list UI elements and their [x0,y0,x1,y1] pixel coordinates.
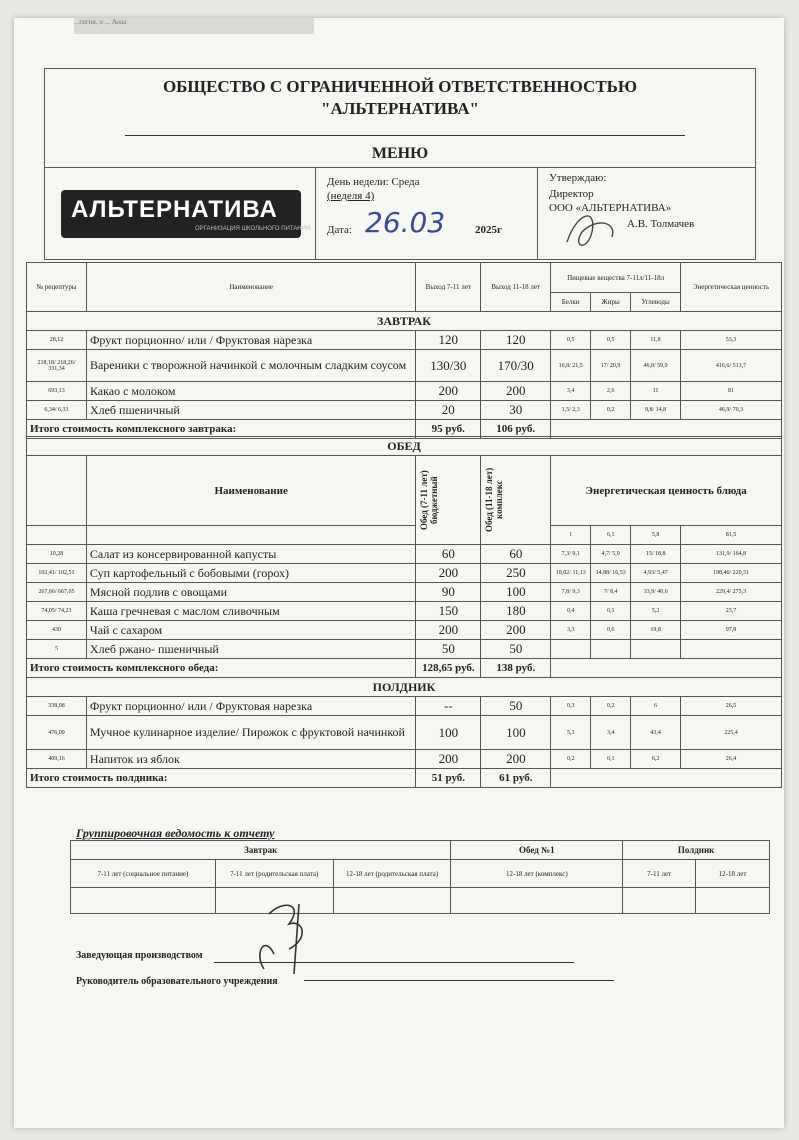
table-row [27,716,782,750]
table-row [27,697,782,716]
recipe-no: 338,08 [27,697,87,716]
portion-a: -- [416,697,481,716]
table-row [27,382,782,401]
protein: 0,3 [551,697,591,716]
fat: 0,2 [591,697,631,716]
total-b: 61 руб. [481,769,551,788]
energy: 81 [681,382,782,401]
dish-name: Салат из консервированной капусты [86,545,416,564]
dish-name: Мучное кулинарное изделие/ Пирожок с фруктовой начинкой [86,716,416,750]
energy: 26,4 [681,750,782,769]
protein: 7,3/ 9,1 [551,545,591,564]
protein [551,640,591,659]
carb: 11 [631,382,681,401]
portion-a: 100 [416,716,481,750]
carb: 9,8/ 14,8 [631,401,681,420]
total-label: Итого стоимость комплексного завтрака: [27,420,416,439]
table-row [27,583,782,602]
total-label: Итого стоимость комплексного обеда: [27,659,416,678]
section-lunch: ОБЕД [27,437,782,456]
portion-b: 100 [481,583,551,602]
energy: 198,46/ 220,51 [681,564,782,583]
energy: 131,9/ 164,8 [681,545,782,564]
day-label: День недели: Среда [327,176,420,188]
top-strip: ...гигия, и ... Аоаа [74,18,314,34]
col-head-out1: Выход 7-11 лет [416,263,481,312]
protein: 0,4 [551,602,591,621]
recipe-no: 693,13 [27,382,87,401]
fat: 0,1 [591,602,631,621]
fat: 0,6 [591,621,631,640]
portion-a: 50 [416,640,481,659]
dish-name: Хлеб пшеничный [86,401,415,420]
portion-a: 200 [416,382,481,401]
empty-cell [451,888,623,914]
protein: 10,02/ 11,13 [551,564,591,583]
table-row [27,602,782,621]
date-value: 26.03 [365,206,446,239]
carb: 4,93/ 5,47 [631,564,681,583]
portion-b: 30 [481,401,551,420]
dish-name: Фрукт порционно/ или / Фруктовая нарезка [86,697,416,716]
carb: 5,8 [631,526,681,545]
group-col-4: 12-18 лет (комплекс) [451,860,623,888]
recipe-no: 409,16 [27,750,87,769]
carb: 6 [631,697,681,716]
approve-line1: Утверждаю: [549,172,607,184]
carb: 19,8 [631,621,681,640]
header-rule [125,135,685,136]
protein: 1 [551,526,591,545]
portion-b: 100 [481,716,551,750]
portion-a: 130/30 [416,350,481,382]
portion-a: 150 [416,602,481,621]
energy: 229,4/ 275,3 [681,583,782,602]
total-label: Итого стоимость полдника: [27,769,416,788]
grouping-title: Группировочная ведомость к отчету [76,826,275,840]
breakfast-table [26,262,782,439]
fat: 4,7/ 5,9 [591,545,631,564]
recipe-no: 28,12 [27,331,87,350]
energy: 416,6/ 513,7 [681,350,782,382]
table-row [27,401,782,420]
empty-cell [86,526,416,545]
portion-b: 60 [481,545,551,564]
carb: 15/ 18,8 [631,545,681,564]
portion-b: 180 [481,602,551,621]
logo-cell [45,168,316,260]
logo-subtext: ОРГАНИЗАЦИЯ ШКОЛЬНОГО ПИТАНИЯ [195,226,311,232]
dish-name: Вареники с творожной начинкой с молочным сладким соусом [86,350,415,382]
fat: 7/ 8,4 [591,583,631,602]
signature-line-2 [304,980,614,981]
portion-a: 200 [416,621,481,640]
table-row [27,640,782,659]
total-a: 51 руб. [416,769,481,788]
carb: 5,2 [631,602,681,621]
protein: 5,3 [551,716,591,750]
energy: 23,7 [681,602,782,621]
recipe-no: 10,28 [27,545,87,564]
portion-a: 60 [416,545,481,564]
signature-production: Заведующая производством [76,950,203,961]
portion-b: 50 [481,640,551,659]
dish-name: Чай с сахаром [86,621,416,640]
total-b: 138 руб. [481,659,551,678]
recipe-no: 102,41/ 102,51 [27,564,87,583]
col-head-nutr: Пищевые вещества 7-11л/11-18л [551,263,681,293]
empty-cell [27,526,87,545]
dish-name: Каша гречневая с маслом сливочным [86,602,416,621]
portion-a: 200 [416,750,481,769]
group-col-3: 12-18 лет (родительская плата) [333,860,451,888]
recipe-no: 6,34/ 6,33 [27,401,87,420]
portion-b: 250 [481,564,551,583]
dish-name: Хлеб ржано- пшеничный [86,640,416,659]
dish-name: Мясной подлив с овощами [86,583,416,602]
recipe-no: 74,05/ 74,23 [27,602,87,621]
total-a: 95 руб. [416,420,481,439]
recipe-no: 430 [27,621,87,640]
empty-cell [27,456,87,526]
group-lunch: Обед №1 [451,841,623,860]
col-head-energy: Энергетическая ценность [681,263,782,312]
empty-cell [623,888,696,914]
header-row [45,167,755,260]
empty-cell [333,888,451,914]
lunch-table [26,436,782,788]
table-row [27,350,782,382]
table-row [27,545,782,564]
group-col-6: 12-18 лет [696,860,770,888]
empty-cell [696,888,770,914]
protein: 7,8/ 9,3 [551,583,591,602]
section-snack: ПОЛДНИК [27,678,782,697]
energy: 46,9/ 70,3 [681,401,782,420]
group-snack: Полдник [623,841,770,860]
fat: 17/ 20,9 [591,350,631,382]
energy [681,640,782,659]
signature-director: Руководитель образовательного учреждения [76,976,278,987]
portion-b: 170/30 [481,350,551,382]
week-label: (неделя 4) [327,190,375,202]
protein: 3,3 [551,621,591,640]
energy: 81,5 [681,526,782,545]
protein: 3,4 [551,382,591,401]
portion-a: 120 [416,331,481,350]
fat: 0,2 [591,401,631,420]
dish-name: Фрукт порционно/ или / Фруктовая нарезка [86,331,415,350]
energy: 53,3 [681,331,782,350]
portion-b: 50 [481,697,551,716]
menu-title: МЕНЮ [371,145,429,162]
lunch-head-b: Обед (11-18 лет) комплекс [484,467,505,533]
date-label: Дата: [327,224,352,236]
lunch-head-a: Обед (7-11 лет) бюджетный [419,470,440,530]
group-col-5: 7-11 лет [623,860,696,888]
approve-line3: ООО «АЛЬТЕРНАТИВА» [549,202,672,214]
handwritten-signature-icon [244,894,324,984]
carb: 11,8 [631,331,681,350]
portion-b: 200 [481,621,551,640]
col-head-fat: Жиры [591,293,631,312]
approve-name: А.В. Толмачев [627,218,695,230]
fat: 14,88/ 16,53 [591,564,631,583]
lunch-head-a-cell [416,456,481,545]
total-row [27,659,782,678]
total-b: 106 руб. [481,420,551,439]
protein: 0,2 [551,750,591,769]
document-sheet [14,18,784,1128]
table-row [27,621,782,640]
empty-cell [71,888,216,914]
carb [631,640,681,659]
group-col-1: 7-11 лет (социальное питание) [71,860,216,888]
fat: 0,5 [591,331,631,350]
org-name-line1: ОБЩЕСТВО С ОГРАНИЧЕННОЙ ОТВЕТСТВЕННОСТЬЮ [162,77,638,96]
fat [591,640,631,659]
recipe-no: 267,66/ 667,05 [27,583,87,602]
carb: 33,9/ 40,6 [631,583,681,602]
portion-a: 90 [416,583,481,602]
energy: 26,5 [681,697,782,716]
empty-cell [551,659,782,678]
portion-a: 200 [416,564,481,583]
table-row [27,564,782,583]
approval-cell [537,168,755,260]
fat: 0,1 [591,750,631,769]
table-row [27,331,782,350]
recipe-no: 476,09 [27,716,87,750]
recipe-no: 218,18/ 218,26/ 331,34 [27,350,87,382]
lunch-head-name: Наименование [86,456,416,526]
col-head-carb: Углеводы [631,293,681,312]
empty-cell [551,769,782,788]
col-head-name: Наименование [86,263,415,312]
carb: 43,4 [631,716,681,750]
year: 2025г [475,224,502,236]
portion-b: 120 [481,331,551,350]
group-col-2: 7-11 лет (родительская плата) [215,860,333,888]
table-row [27,750,782,769]
col-head-no: № рецептуры [27,263,87,312]
protein: 16,8/ 21,5 [551,350,591,382]
carb: 46,8/ 59,9 [631,350,681,382]
protein: 0,5 [551,331,591,350]
total-row [27,769,782,788]
logo-text: АЛЬТЕРНАТИВА [71,196,278,223]
protein: 1,5/ 2,3 [551,401,591,420]
fat: 6,1 [591,526,631,545]
portion-b: 200 [481,382,551,401]
dish-name: Суп картофельный с бобовыми (горох) [86,564,416,583]
col-head-out2: Выход 11-18 лет [481,263,551,312]
approve-line2: Директор [549,188,594,200]
group-breakfast: Завтрак [71,841,451,860]
dish-name: Напиток из яблок [86,750,416,769]
lunch-head-energy: Энергетическая ценность блюда [551,456,782,526]
fat: 3,4 [591,716,631,750]
energy: 225,4 [681,716,782,750]
col-head-prot: Белки [551,293,591,312]
org-name-line2: "АЛЬТЕРНАТИВА" [321,99,479,118]
energy: 97,8 [681,621,782,640]
header-block [44,68,756,260]
carb: 6,2 [631,750,681,769]
lunch-head-b-cell [481,456,551,545]
signature-icon [557,202,627,258]
fat: 2,6 [591,382,631,401]
portion-a: 20 [416,401,481,420]
dish-name: Какао с молоком [86,382,415,401]
total-a: 128,65 руб. [416,659,481,678]
portion-b: 200 [481,750,551,769]
day-cell [315,168,538,260]
section-breakfast: ЗАВТРАК [27,312,782,331]
recipe-no: 5 [27,640,87,659]
grouping-table [70,840,770,914]
